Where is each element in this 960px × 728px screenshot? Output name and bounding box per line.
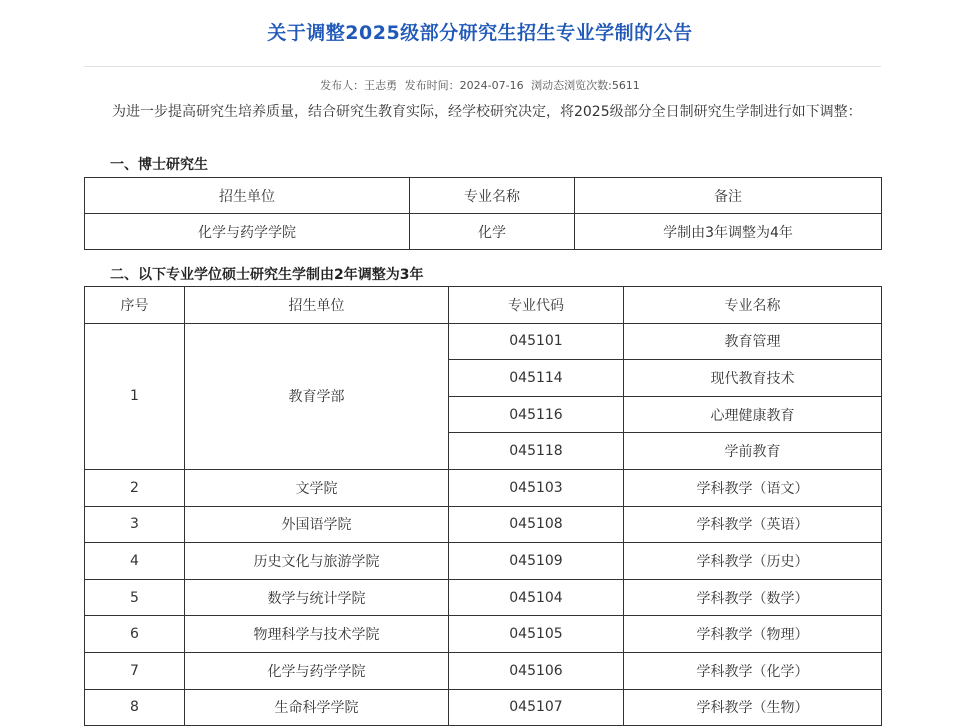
code-cell: 045101 bbox=[449, 323, 624, 360]
page-title: 关于调整2025级部分研究生招生专业学制的公告 bbox=[267, 22, 693, 44]
header-cell: 招生单位 bbox=[185, 287, 449, 324]
major-cell: 心理健康教育 bbox=[624, 396, 882, 433]
table-row bbox=[85, 323, 882, 360]
header-cell: 专业名称 bbox=[410, 178, 575, 214]
major-cell: 学科教学（历史） bbox=[624, 543, 882, 580]
unit-cell: 数学与统计学院 bbox=[185, 579, 449, 616]
code-cell: 045116 bbox=[449, 396, 624, 433]
major-cell: 教育管理 bbox=[624, 323, 882, 360]
code-cell: 045105 bbox=[449, 616, 624, 653]
code-cell: 045114 bbox=[449, 360, 624, 397]
no-cell: 3 bbox=[85, 506, 185, 543]
header-cell: 备注 bbox=[575, 178, 882, 214]
major-cell: 学科教学（物理） bbox=[624, 616, 882, 653]
code-cell: 045108 bbox=[449, 506, 624, 543]
table-row bbox=[85, 652, 882, 689]
major-cell: 学前教育 bbox=[624, 433, 882, 470]
code-cell: 045106 bbox=[449, 652, 624, 689]
no-cell: 2 bbox=[85, 469, 185, 506]
unit-cell: 教育学部 bbox=[185, 323, 449, 469]
code-cell: 045118 bbox=[449, 433, 624, 470]
unit-cell: 文学院 bbox=[185, 469, 449, 506]
unit-cell: 历史文化与旅游学院 bbox=[185, 543, 449, 580]
no-cell: 5 bbox=[85, 579, 185, 616]
unit-cell: 物理科学与技术学院 bbox=[185, 616, 449, 653]
section2-heading: 二、以下专业学位硕士研究生学制由2年调整为3年 bbox=[110, 267, 424, 283]
major-cell: 学科教学（生物） bbox=[624, 689, 882, 726]
table-header-row bbox=[85, 287, 882, 324]
table-row bbox=[85, 579, 882, 616]
major-cell: 学科教学（数学） bbox=[624, 579, 882, 616]
publish-time: 发布时间：2024-07-16 bbox=[404, 79, 524, 92]
major-cell: 学科教学（英语） bbox=[624, 506, 882, 543]
code-cell: 045104 bbox=[449, 579, 624, 616]
master-table bbox=[84, 286, 882, 726]
major-cell: 学科教学（语文） bbox=[624, 469, 882, 506]
header-cell: 专业代码 bbox=[449, 287, 624, 324]
table-row bbox=[85, 214, 882, 250]
table-row bbox=[85, 616, 882, 653]
table-row bbox=[85, 689, 882, 726]
table-row bbox=[85, 543, 882, 580]
header-cell: 招生单位 bbox=[85, 178, 410, 214]
no-cell: 6 bbox=[85, 616, 185, 653]
unit-cell: 生命科学学院 bbox=[185, 689, 449, 726]
no-cell: 8 bbox=[85, 689, 185, 726]
code-cell: 045109 bbox=[449, 543, 624, 580]
header-cell: 序号 bbox=[85, 287, 185, 324]
note-cell: 学制由3年调整为4年 bbox=[575, 214, 882, 250]
unit-cell: 化学与药学学院 bbox=[185, 652, 449, 689]
table-row bbox=[85, 506, 882, 543]
unit-cell: 外国语学院 bbox=[185, 506, 449, 543]
no-cell: 7 bbox=[85, 652, 185, 689]
section1-heading: 一、博士研究生 bbox=[110, 157, 208, 173]
intro-paragraph: 为进一步提高研究生培养质量，结合研究生教育实际，经学校研究决定，将2025级部分全日制研究生学制进行如下调整： bbox=[112, 104, 862, 120]
phd-table bbox=[84, 177, 882, 250]
view-count: 浏动态浏览次数:5611 bbox=[531, 79, 640, 92]
table-header-row bbox=[85, 178, 882, 214]
no-cell: 4 bbox=[85, 543, 185, 580]
unit-cell: 化学与药学学院 bbox=[85, 214, 410, 250]
major-cell: 现代教育技术 bbox=[624, 360, 882, 397]
table-row bbox=[85, 469, 882, 506]
code-cell: 045107 bbox=[449, 689, 624, 726]
major-cell: 学科教学（化学） bbox=[624, 652, 882, 689]
code-cell: 045103 bbox=[449, 469, 624, 506]
major-cell: 化学 bbox=[410, 214, 575, 250]
title-divider bbox=[84, 66, 881, 67]
publisher: 发布人：王志勇 bbox=[320, 79, 398, 92]
article-meta bbox=[0, 77, 960, 93]
no-cell: 1 bbox=[85, 323, 185, 469]
header-cell: 专业名称 bbox=[624, 287, 882, 324]
